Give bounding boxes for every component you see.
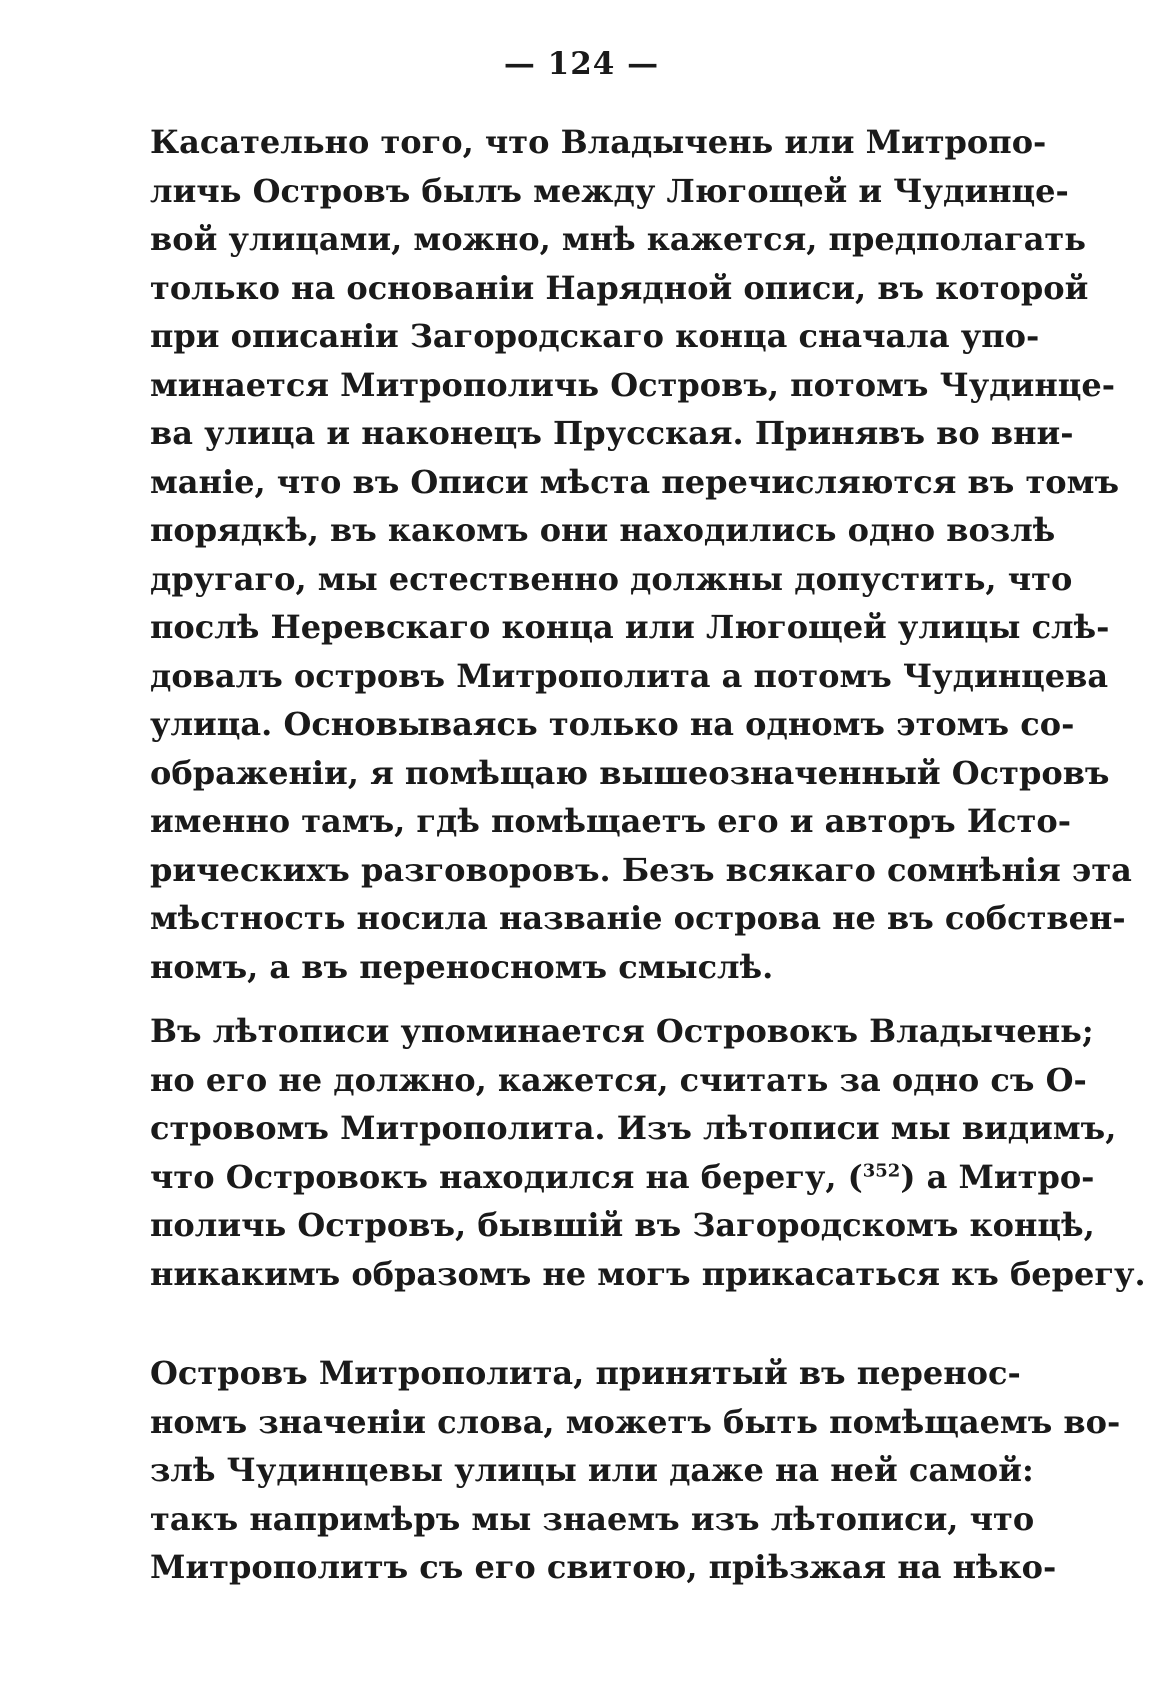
text-line: именно тамъ, гдѣ помѣщаетъ его и авторъ Исто- [150,802,1071,840]
text-line: личь Островъ былъ между Люгощей и Чудинце- [150,171,1069,210]
text-line: при описаніи Загородскаго конца сначала упо- [150,317,1040,355]
text-line: стровомъ Митрополита. Изъ лѣтописи мы видимъ, [150,1109,1117,1147]
text-line: ображеніи, я помѣщаю вышеозначенный Островъ [150,753,1110,792]
text-line: номъ значеніи слова, можетъ быть помѣщаемъ во- [150,1402,1121,1441]
text-line: минается Митрополичь Островъ, потомъ Чудинце- [150,365,1116,404]
text-line: Въ лѣтописи упоминается Островокъ Владычень; [150,1012,1094,1050]
paragraph-1 [150,118,1132,991]
text-line: порядкѣ, въ какомъ они находились одно возлѣ [150,511,1056,549]
text-line: послѣ Неревскаго конца или Люгощей улицы слѣ- [150,608,1110,646]
text-line: маніе, что въ Описи мѣста перечисляются въ томъ [150,462,1119,501]
text-line: ва улица и наконецъ Прусская. Принявъ во вни- [150,414,1074,452]
footnote-reference: 352 [862,1159,901,1181]
text-line: но его не должно, кажется, считать за одно съ О- [150,1060,1087,1099]
paragraph-2 [150,1007,1146,1298]
text-line: рическихъ разговоровъ. Безъ всякаго сомнѣнія эта [150,850,1132,889]
text-line-with-footnote [150,1153,1095,1202]
text-line: номъ, а въ переносномъ смыслѣ. [150,947,774,986]
text-line: такъ напримѣръ мы знаемъ изъ лѣтописи, что [150,1499,1035,1538]
text-line: мѣстность носила названіе острова не въ собствен- [150,899,1126,937]
paragraph-3 [150,1349,1121,1592]
text-line: злѣ Чудинцевы улицы или даже на ней самой: [150,1451,1034,1489]
text-line: улица. Основываясь только на одномъ этомъ со- [150,705,1075,743]
text-line: Касательно того, что Владычень или Митропо- [150,123,1047,161]
text-line: довалъ островъ Митрополита а потомъ Чудинцева [150,656,1109,695]
line-text-after: ) а Митро- [900,1157,1095,1196]
text-line: Островъ Митрополита, принятый въ перенос- [150,1354,1021,1392]
text-line: никакимъ образомъ не могъ прикасаться къ берегу. [150,1254,1146,1293]
text-line: другаго, мы естественно должны допустить, что [150,559,1073,598]
text-line: Митрополитъ съ его свитою, пріѣзжая на нѣко- [150,1548,1057,1586]
text-line: только на основаніи Нарядной описи, въ которой [150,268,1089,307]
text-line: вой улицами, можно, мнѣ кажется, предполагать [150,220,1086,258]
line-text-before: что Островокъ находился на берегу, ( [150,1157,863,1196]
page-number: — 124 — [503,46,660,82]
text-line: поличь Островъ, бывшій въ Загородскомъ концѣ, [150,1206,1095,1244]
